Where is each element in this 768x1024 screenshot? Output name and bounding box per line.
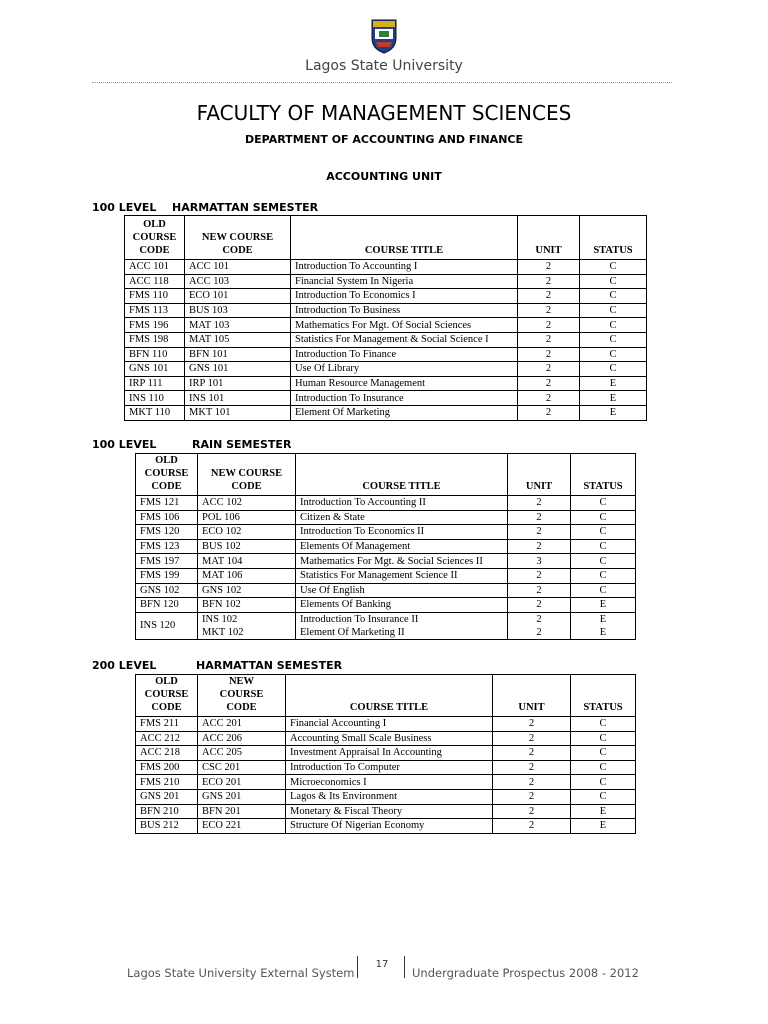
new-code-cell: BFN 201	[198, 804, 286, 819]
new-code-cell: GNS 201	[198, 789, 286, 804]
old-code-cell: FMS 196	[125, 318, 185, 333]
level-label: 100 LEVEL	[92, 201, 157, 214]
old-code-cell: INS 120	[136, 612, 198, 639]
status-header: STATUS	[571, 675, 636, 717]
new-code-cell: MAT 106	[198, 568, 296, 583]
old-code-header: OLD COURSE CODE	[136, 675, 198, 717]
unit-title: ACCOUNTING UNIT	[326, 170, 442, 183]
new-code-cell: GNS 101	[185, 362, 291, 377]
table-row	[136, 525, 636, 540]
table-row	[125, 405, 647, 420]
course-title-cell: Introduction To Economics II	[296, 525, 508, 540]
new-code-header: NEW COURSE CODE	[198, 454, 296, 496]
old-code-cell: FMS 106	[136, 510, 198, 525]
course-table	[135, 674, 636, 834]
course-title-cell: Financial System In Nigeria	[291, 274, 518, 289]
section-heading	[92, 438, 292, 451]
section-heading	[92, 201, 319, 214]
semester-label: HARMATTAN SEMESTER	[172, 201, 319, 214]
old-code-cell: INS 110	[125, 391, 185, 406]
table-row	[136, 568, 636, 583]
status-cell: C	[571, 789, 636, 804]
page-number: 17	[375, 959, 389, 970]
table-row	[125, 391, 647, 406]
new-code-cell: BUS 103	[185, 303, 291, 318]
old-code-cell: FMS 200	[136, 760, 198, 775]
table-header-row	[125, 216, 647, 260]
table-row	[136, 510, 636, 525]
table-row	[125, 376, 647, 391]
course-title-cell: Elements Of Banking	[296, 598, 508, 613]
old-code-cell: BUS 212	[136, 819, 198, 834]
table-row	[136, 496, 636, 511]
course-title-cell: Statistics For Management & Social Science I	[291, 332, 518, 347]
unit-cell: 2	[518, 347, 580, 362]
course-title-cell: Introduction To Accounting I	[291, 260, 518, 275]
status-cell: E	[580, 405, 647, 420]
unit-cell: 2	[518, 405, 580, 420]
status-cell: C	[571, 510, 636, 525]
status-cell: C	[580, 274, 647, 289]
level-label: 200 LEVEL	[92, 659, 157, 672]
table-header-row	[136, 675, 636, 717]
new-code-header: NEW COURSE CODE	[185, 216, 291, 260]
status-cell: E	[580, 376, 647, 391]
unit-header: UNIT	[493, 675, 571, 717]
unit-cell: 2	[518, 362, 580, 377]
course-title-cell: Financial Accounting I	[286, 717, 493, 732]
status-cell: E	[571, 804, 636, 819]
status-cell: E	[580, 391, 647, 406]
new-code-cell: ECO 101	[185, 289, 291, 304]
new-code-cell: ECO 221	[198, 819, 286, 834]
old-code-cell: FMS 120	[136, 525, 198, 540]
course-title-cell: Use Of Library	[291, 362, 518, 377]
table-row	[136, 731, 636, 746]
table-row	[136, 554, 636, 569]
new-code-cell: BFN 101	[185, 347, 291, 362]
old-code-cell: BFN 110	[125, 347, 185, 362]
footer-right-text: Undergraduate Prospectus 2008 - 2012	[412, 966, 639, 980]
old-code-cell: FMS 110	[125, 289, 185, 304]
new-code-cell: ECO 201	[198, 775, 286, 790]
unit-cell: 2	[518, 376, 580, 391]
course-title-cell: Introduction To Economics I	[291, 289, 518, 304]
course-title-cell: Introduction To Insurance	[291, 391, 518, 406]
unit-cell: 2	[493, 789, 571, 804]
table-row	[125, 274, 647, 289]
course-title-cell: Element Of Marketing	[291, 405, 518, 420]
status-cell: C	[580, 260, 647, 275]
course-title-cell: Monetary & Fiscal Theory	[286, 804, 493, 819]
new-code-cell: POL 106	[198, 510, 296, 525]
status-cell: C	[571, 583, 636, 598]
new-code-cell: MAT 105	[185, 332, 291, 347]
old-code-cell: FMS 198	[125, 332, 185, 347]
old-code-cell: BFN 210	[136, 804, 198, 819]
status-cell: C	[580, 332, 647, 347]
course-title-cell: Introduction To Computer	[286, 760, 493, 775]
old-code-cell: FMS 113	[125, 303, 185, 318]
table-row	[136, 539, 636, 554]
table-header-row	[136, 454, 636, 496]
new-code-cell: INS 102 MKT 102	[198, 612, 296, 639]
course-title-header: COURSE TITLE	[291, 216, 518, 260]
department-title: DEPARTMENT OF ACCOUNTING AND FINANCE	[245, 133, 523, 146]
unit-cell: 2	[518, 391, 580, 406]
course-table	[124, 215, 647, 421]
unit-cell: 2	[518, 332, 580, 347]
footer-divider	[357, 956, 358, 978]
unit-cell: 2	[508, 583, 571, 598]
new-code-cell: ACC 103	[185, 274, 291, 289]
course-title-cell: Mathematics For Mgt. Of Social Sciences	[291, 318, 518, 333]
unit-cell: 2	[508, 525, 571, 540]
course-title-cell: Human Resource Management	[291, 376, 518, 391]
status-cell: C	[571, 554, 636, 569]
unit-cell: 2	[518, 289, 580, 304]
new-code-cell: ACC 101	[185, 260, 291, 275]
table-row	[125, 347, 647, 362]
unit-cell: 2	[518, 260, 580, 275]
table-row	[136, 760, 636, 775]
unit-cell: 2	[493, 775, 571, 790]
table-row	[136, 775, 636, 790]
course-title-cell: Structure Of Nigerian Economy	[286, 819, 493, 834]
faculty-title: FACULTY OF MANAGEMENT SCIENCES	[196, 101, 572, 125]
table-row	[125, 289, 647, 304]
old-code-header: OLD COURSE CODE	[136, 454, 198, 496]
unit-cell: 2	[508, 510, 571, 525]
old-code-cell: ACC 101	[125, 260, 185, 275]
table-row	[125, 318, 647, 333]
old-code-header: OLD COURSE CODE	[125, 216, 185, 260]
unit-cell: 2	[493, 819, 571, 834]
new-code-cell: BUS 102	[198, 539, 296, 554]
semester-label: HARMATTAN SEMESTER	[196, 659, 343, 672]
status-cell: C	[580, 303, 647, 318]
unit-cell: 2	[508, 496, 571, 511]
old-code-cell: ACC 118	[125, 274, 185, 289]
course-title-cell: Statistics For Management Science II	[296, 568, 508, 583]
new-code-cell: MAT 103	[185, 318, 291, 333]
unit-cell: 2 2	[508, 612, 571, 639]
university-name: Lagos State University	[305, 58, 463, 74]
level-label: 100 LEVEL	[92, 438, 157, 451]
status-header: STATUS	[571, 454, 636, 496]
course-title-header: COURSE TITLE	[286, 675, 493, 717]
new-code-cell: MKT 101	[185, 405, 291, 420]
table-row	[136, 612, 636, 639]
status-cell: C	[580, 318, 647, 333]
unit-cell: 2	[508, 598, 571, 613]
status-cell: C	[580, 362, 647, 377]
new-code-cell: BFN 102	[198, 598, 296, 613]
old-code-cell: GNS 102	[136, 583, 198, 598]
unit-cell: 2	[493, 760, 571, 775]
unit-cell: 2	[518, 274, 580, 289]
old-code-cell: FMS 211	[136, 717, 198, 732]
unit-cell: 2	[508, 568, 571, 583]
course-title-cell: Introduction To Accounting II	[296, 496, 508, 511]
course-title-cell: Elements Of Management	[296, 539, 508, 554]
table-row	[125, 332, 647, 347]
course-table	[135, 453, 636, 640]
course-title-cell: Lagos & Its Environment	[286, 789, 493, 804]
old-code-cell: FMS 197	[136, 554, 198, 569]
status-cell: C	[571, 568, 636, 583]
table-row	[136, 789, 636, 804]
course-title-cell: Mathematics For Mgt. & Social Sciences II	[296, 554, 508, 569]
old-code-cell: FMS 199	[136, 568, 198, 583]
status-cell: C	[571, 731, 636, 746]
old-code-cell: ACC 218	[136, 746, 198, 761]
new-code-cell: GNS 102	[198, 583, 296, 598]
old-code-cell: ACC 212	[136, 731, 198, 746]
status-header: STATUS	[580, 216, 647, 260]
course-title-cell: Introduction To Finance	[291, 347, 518, 362]
table-row	[136, 819, 636, 834]
new-code-cell: ACC 102	[198, 496, 296, 511]
unit-header: UNIT	[508, 454, 571, 496]
footer-divider	[404, 956, 405, 978]
section-heading	[92, 659, 343, 672]
course-title-header: COURSE TITLE	[296, 454, 508, 496]
new-code-cell: ACC 206	[198, 731, 286, 746]
unit-cell: 2	[493, 717, 571, 732]
old-code-cell: FMS 123	[136, 539, 198, 554]
semester-label: RAIN SEMESTER	[192, 438, 292, 451]
new-code-cell: ACC 201	[198, 717, 286, 732]
status-cell: E E	[571, 612, 636, 639]
new-code-cell: ACC 205	[198, 746, 286, 761]
new-code-header: NEW COURSE CODE	[198, 675, 286, 717]
new-code-cell: ECO 102	[198, 525, 296, 540]
unit-cell: 2	[493, 731, 571, 746]
old-code-cell: GNS 201	[136, 789, 198, 804]
unit-cell: 2	[508, 539, 571, 554]
status-cell: C	[571, 539, 636, 554]
course-title-cell: Microeconomics I	[286, 775, 493, 790]
table-row	[125, 362, 647, 377]
course-title-cell: Accounting Small Scale Business	[286, 731, 493, 746]
table-row	[136, 583, 636, 598]
unit-cell: 2	[493, 746, 571, 761]
status-cell: C	[571, 746, 636, 761]
table-row	[136, 598, 636, 613]
status-cell: C	[571, 775, 636, 790]
old-code-cell: BFN 120	[136, 598, 198, 613]
status-cell: C	[580, 347, 647, 362]
status-cell: C	[571, 525, 636, 540]
course-title-cell: Use Of English	[296, 583, 508, 598]
table-row	[125, 260, 647, 275]
old-code-cell: MKT 110	[125, 405, 185, 420]
course-title-cell: Investment Appraisal In Accounting	[286, 746, 493, 761]
course-title-cell: Citizen & State	[296, 510, 508, 525]
status-cell: E	[571, 598, 636, 613]
table-row	[136, 746, 636, 761]
footer-left-text: Lagos State University External System	[127, 966, 355, 980]
table-row	[136, 804, 636, 819]
header-divider	[92, 82, 672, 83]
table-row	[125, 303, 647, 318]
table-row	[136, 717, 636, 732]
old-code-cell: FMS 121	[136, 496, 198, 511]
unit-cell: 2	[493, 804, 571, 819]
old-code-cell: FMS 210	[136, 775, 198, 790]
university-crest-icon	[370, 18, 398, 54]
course-title-cell: Introduction To Business	[291, 303, 518, 318]
new-code-cell: MAT 104	[198, 554, 296, 569]
status-cell: C	[571, 496, 636, 511]
course-title-cell: Introduction To Insurance II Element Of Marketing II	[296, 612, 508, 639]
status-cell: C	[571, 760, 636, 775]
new-code-cell: CSC 201	[198, 760, 286, 775]
unit-cell: 3	[508, 554, 571, 569]
status-cell: C	[571, 717, 636, 732]
old-code-cell: IRP 111	[125, 376, 185, 391]
new-code-cell: INS 101	[185, 391, 291, 406]
unit-cell: 2	[518, 318, 580, 333]
unit-cell: 2	[518, 303, 580, 318]
status-cell: E	[571, 819, 636, 834]
unit-header: UNIT	[518, 216, 580, 260]
status-cell: C	[580, 289, 647, 304]
new-code-cell: IRP 101	[185, 376, 291, 391]
old-code-cell: GNS 101	[125, 362, 185, 377]
